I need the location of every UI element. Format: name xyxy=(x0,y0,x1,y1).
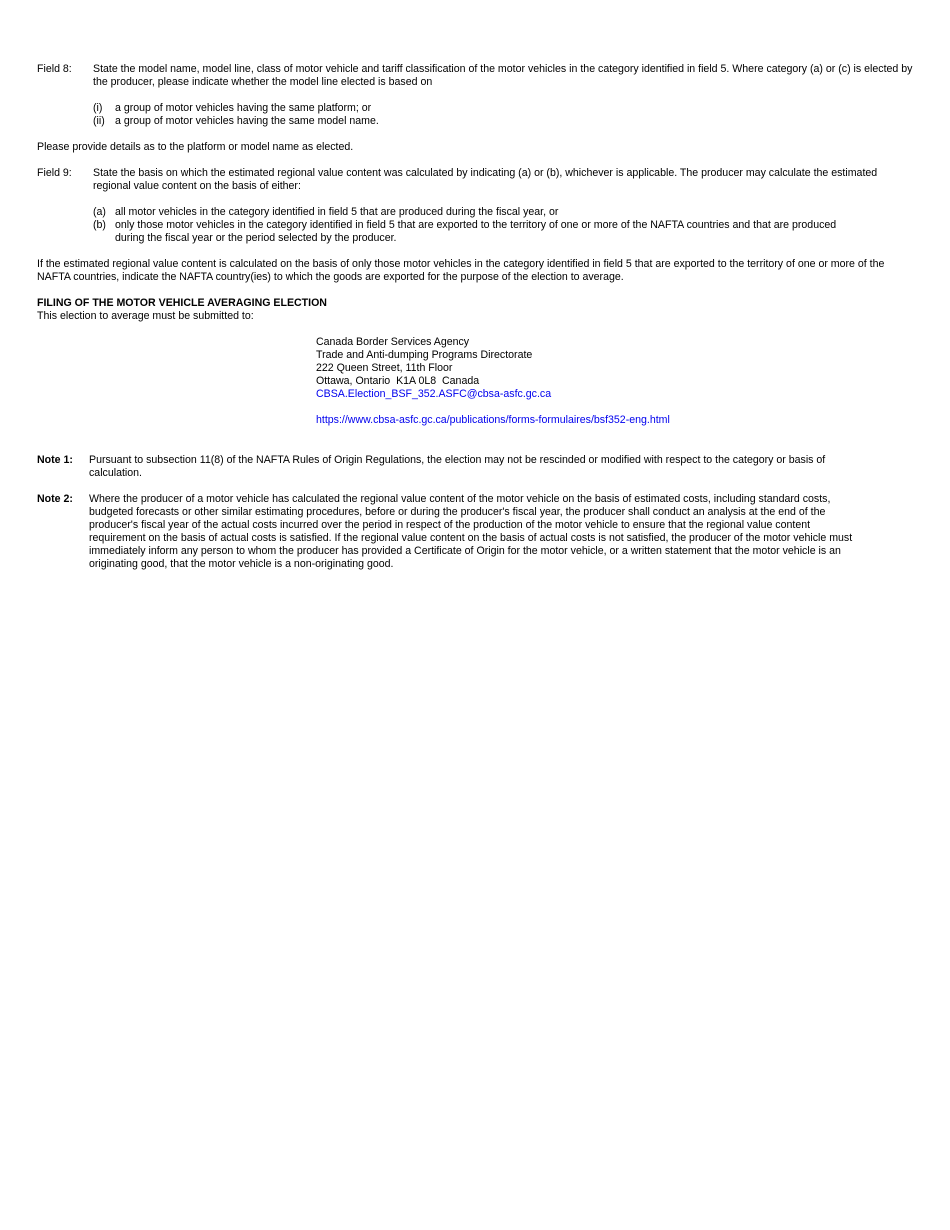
form-url-link[interactable]: https://www.cbsa-asfc.gc.ca/publications/forms-formulaires/bsf352-eng.html xyxy=(316,414,670,426)
list-item-text: all motor vehicles in the category identified in field 5 that are produced during the fiscal year, or xyxy=(115,206,559,218)
document-page xyxy=(37,63,913,571)
mailing-address xyxy=(316,336,913,427)
note-1-text: Pursuant to subsection 11(8) of the NAFTA Rules of Origin Regulations, the election may not be rescinded or modified with respect to the category or basis of calculation. xyxy=(89,454,826,479)
field-9-label: Field 9: xyxy=(37,167,72,179)
field-8-label: Field 8: xyxy=(37,63,72,75)
address-city: Ottawa, Ontario K1A 0L8 Canada xyxy=(316,375,480,387)
list-item xyxy=(93,206,913,219)
email-link[interactable]: CBSA.Election_BSF_352.ASFC@cbsa-asfc.gc.ca xyxy=(316,388,552,400)
export-note: If the estimated regional value content is calculated on the basis of only those motor vehicles in the category identified in field 5 that are exported to the territory of one or more of the NAFTA countries, indicate the NAFTA country(ies) to which the goods are exported for the purpose of the election to average. xyxy=(37,258,885,283)
address-agency: Canada Border Services Agency xyxy=(316,336,470,348)
list-marker: (ii) xyxy=(93,115,105,127)
note-2-text: Where the producer of a motor vehicle has calculated the regional value content of the motor vehicle on the basis of estimated costs, including standard costs, budgeted forecasts or other similar estimating procedures, before or during the producer's fiscal year, the producer shall conduct an analysis at the end of the producer's fiscal year of the actual costs incurred over the period in respect of the production of the motor vehicle to ensure that the regional value content requirement on the basis of actual costs is satisfied. If the regional value content on the basis of actual costs is not satisfied, the producer of the motor vehicle must immediately inform any person to whom the producer has provided a Certificate of Origin for the motor vehicle, or a written statement that the motor vehicle is an originating good, that the motor vehicle is a non-originating good. xyxy=(89,493,853,570)
list-marker: (a) xyxy=(93,206,106,218)
platform-note: Please provide details as to the platform or model name as elected. xyxy=(37,141,354,153)
address-directorate: Trade and Anti-dumping Programs Directorate xyxy=(316,349,533,361)
field-9-text: State the basis on which the estimated regional value content was calculated by indicating (a) or (b), whichever is applicable. The producer may calculate the estimated regional value content on the basis of either: xyxy=(93,167,878,192)
note-2 xyxy=(37,493,913,571)
note-2-label: Note 2: xyxy=(37,493,73,505)
list-item xyxy=(93,219,913,245)
list-item-text: a group of motor vehicles having the same model name. xyxy=(115,115,379,127)
field-9-options xyxy=(93,206,913,245)
filing-heading: FILING OF THE MOTOR VEHICLE AVERAGING ELECTION xyxy=(37,297,327,309)
list-item-text: only those motor vehicles in the category identified in field 5 that are exported to the territory of one or more of the NAFTA countries and that are produced during the fiscal year or the period selected by the producer. xyxy=(115,219,837,244)
list-item xyxy=(93,102,913,115)
field-9 xyxy=(37,167,913,193)
filing-intro: This election to average must be submitted to: xyxy=(37,310,254,322)
field-8 xyxy=(37,63,913,89)
list-item-text: a group of motor vehicles having the same platform; or xyxy=(115,102,372,114)
list-item xyxy=(93,115,913,128)
list-marker: (i) xyxy=(93,102,103,114)
note-1-label: Note 1: xyxy=(37,454,73,466)
note-1 xyxy=(37,454,913,480)
list-marker: (b) xyxy=(93,219,106,231)
field-8-options xyxy=(93,102,913,128)
address-street: 222 Queen Street, 11th Floor xyxy=(316,362,453,374)
field-8-text: State the model name, model line, class of motor vehicle and tariff classification of the motor vehicles in the category identified in field 5. Where category (a) or (c) is elected by the producer, please indicate whether the model line elected is based on xyxy=(93,63,913,88)
